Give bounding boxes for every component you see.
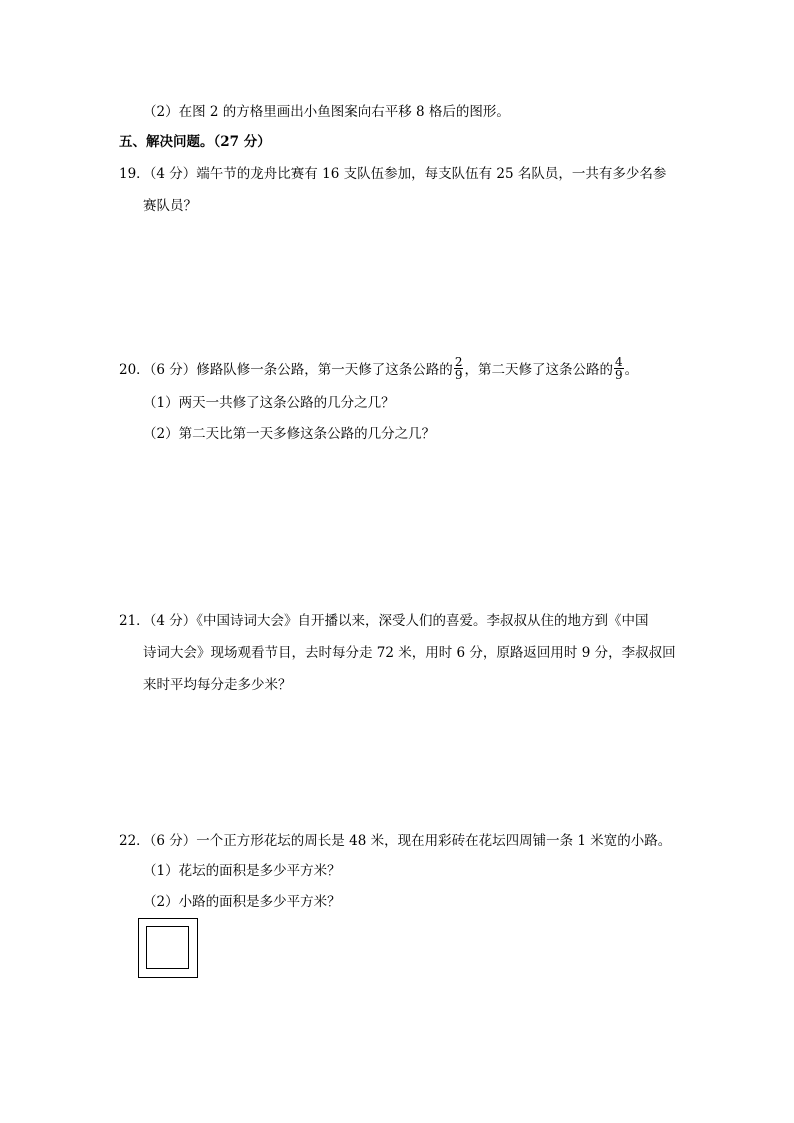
q21-line2: 诗词大会》现场观看节目，去时每分走 72 米，用时 6 分，原路返回用时 9 分，李叔叔回	[143, 645, 676, 661]
fraction-denominator: 9	[454, 368, 463, 382]
q22-line1: 22．（6 分）一个正方形花坛的周长是 48 米，现在用彩砖在花坛四周铺一条 1 米宽的小路。	[119, 833, 672, 849]
section-title: 五、解决问题。（27 分）	[119, 134, 271, 150]
fraction-numerator: 4	[614, 355, 623, 369]
q19-line2: 赛队员？	[143, 198, 197, 214]
q18-part2-text: （2）在图 2 的方格里画出小鱼图案向右平移 8 格后的图形。	[143, 104, 510, 120]
fraction-four-ninths	[614, 356, 624, 381]
q20-sub1: （1）两天一共修了这条公路的几分之几？	[143, 395, 395, 411]
q20-prefix: 20．（6 分）修路队修一条公路，第一天修了这条公路的	[119, 362, 453, 378]
flowerbed-path-diagram	[138, 918, 198, 978]
q20-middle: ，第二天修了这条公路的	[464, 362, 613, 378]
q22-sub2: （2）小路的面积是多少平方米？	[143, 894, 341, 910]
flowerbed-inner-square	[146, 926, 189, 969]
q20-suffix: 。	[624, 362, 639, 378]
fraction-denominator: 9	[614, 368, 623, 382]
q20-sub2: （2）第二天比第一天多修这条公路的几分之几？	[143, 426, 436, 442]
q20-stem	[119, 355, 639, 383]
q21-line3: 来时平均每分走多少米？	[143, 677, 292, 693]
fraction-numerator: 2	[454, 355, 463, 369]
fraction-two-ninths	[454, 356, 464, 381]
q19-line1: 19．（4 分）端午节的龙舟比赛有 16 支队伍参加，每支队伍有 25 名队员，一共有多少名参	[119, 166, 667, 182]
q22-sub1: （1）花坛的面积是多少平方米？	[143, 863, 341, 879]
q21-line1: 21．（4 分）《中国诗词大会》自开播以来，深受人们的喜爱。李叔叔从住的地方到《中国	[119, 613, 649, 629]
